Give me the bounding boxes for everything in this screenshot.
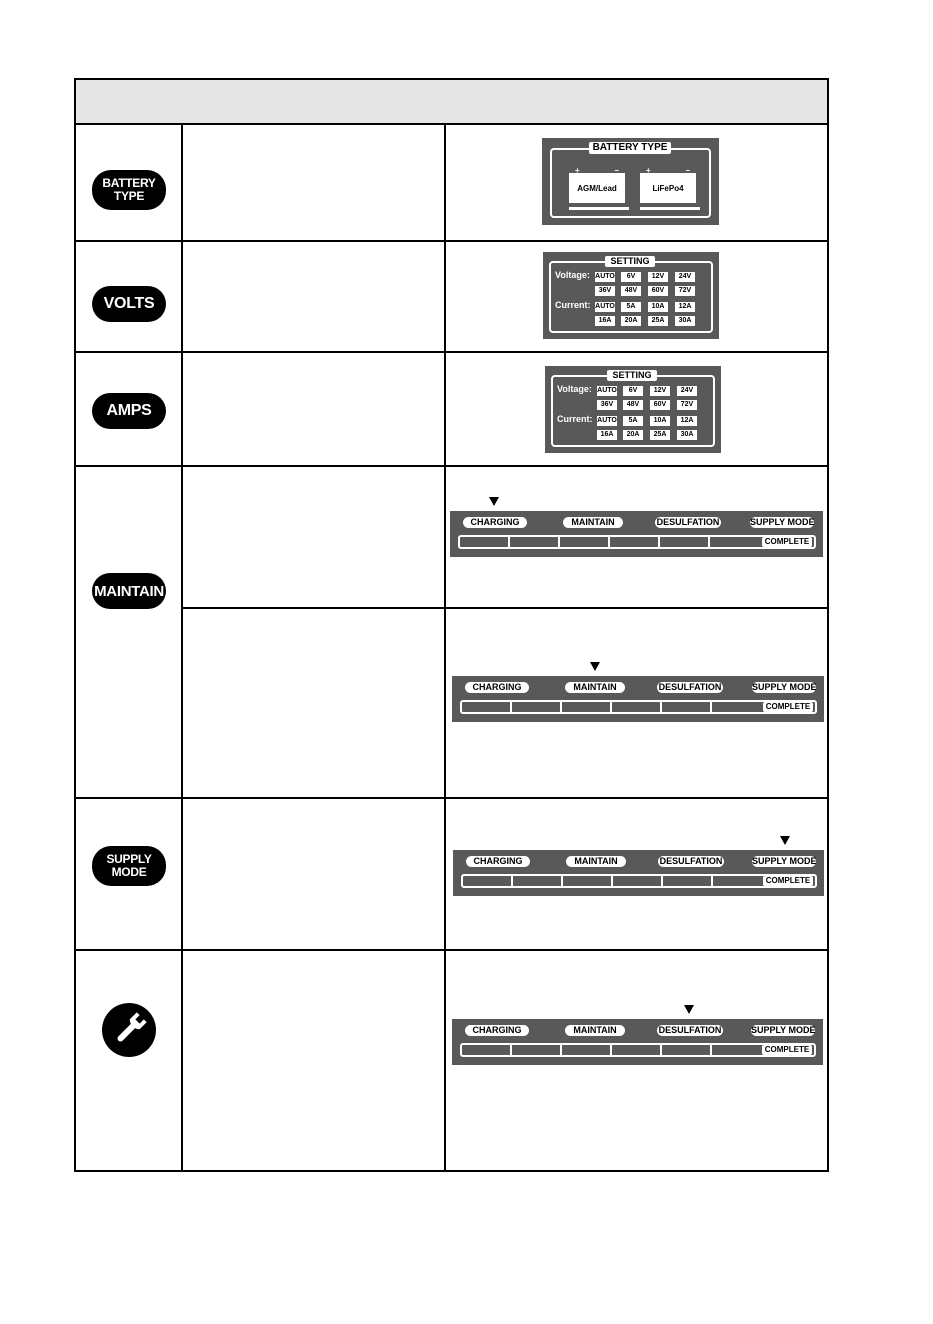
voltage-chip: 48V <box>621 286 641 296</box>
complete-label: COMPLETE <box>762 1045 812 1055</box>
voltage-chip: 60V <box>648 286 668 296</box>
battery-1-minus: − <box>614 166 619 175</box>
current-chip: 5A <box>623 416 643 426</box>
battery-type-panel <box>542 138 719 225</box>
current-chip: 10A <box>650 416 670 426</box>
current-chip: 16A <box>595 316 615 326</box>
track-segment-divider <box>711 876 713 886</box>
voltage-label-volts: Voltage: <box>555 270 590 280</box>
voltage-chip: 24V <box>677 386 697 396</box>
triangle-down-icon <box>489 497 499 506</box>
mode-pill-desulfation: DESULFATION <box>658 682 722 692</box>
setting-panel-amps <box>545 366 721 453</box>
voltage-chip: 36V <box>595 286 615 296</box>
current-chip: 20A <box>623 430 643 440</box>
voltage-chip: 72V <box>675 286 695 296</box>
supply-mode-label-2: MODE <box>111 865 147 879</box>
battery-type-label-2: TYPE <box>113 189 145 203</box>
track-segment-divider <box>508 537 510 547</box>
setting-title-volts: SETTING <box>605 256 655 267</box>
voltage-chip: AUTO <box>597 387 617 394</box>
mode-pill-supply-mode: SUPPLY MODE <box>752 856 817 866</box>
battery-type-label-1: BATTERY <box>102 176 156 190</box>
track-segment-divider <box>661 876 663 886</box>
mode-pill-charging: CHARGING <box>465 682 529 693</box>
voltage-chip: 6V <box>623 386 643 396</box>
battery-1-label: AGM/Lead <box>569 173 625 203</box>
table-header-band <box>76 80 827 125</box>
battery-1-underline <box>569 207 629 210</box>
row-divider-3 <box>76 465 827 467</box>
battery-2-minus: − <box>685 166 690 175</box>
mode-pill-supply-mode: SUPPLY MODE <box>752 682 817 692</box>
column-divider-1 <box>181 125 183 1170</box>
track-segment-divider <box>510 1045 512 1055</box>
current-label-volts: Current: <box>555 300 591 310</box>
complete-label: COMPLETE <box>762 537 812 547</box>
mode-pill-supply-mode: SUPPLY MODE <box>751 1025 816 1035</box>
battery-1-plus: + <box>575 166 580 175</box>
mode-pill-desulfation: DESULFATION <box>658 1025 722 1035</box>
voltage-chip: 12V <box>648 272 668 282</box>
mode-pill-maintain: MAINTAIN <box>566 856 626 867</box>
mode-pill-maintain: MAINTAIN <box>565 1025 625 1036</box>
mode-pill-maintain: MAINTAIN <box>563 517 623 528</box>
mode-pill-maintain: MAINTAIN <box>565 682 625 693</box>
current-chip: 25A <box>648 316 668 326</box>
track-segment-divider <box>510 702 512 712</box>
repair-button[interactable] <box>102 1003 156 1057</box>
volts-button[interactable] <box>93 287 165 321</box>
track-segment-divider <box>710 702 712 712</box>
row-divider-5 <box>76 797 827 799</box>
mode-pill-desulfation: DESULFATION <box>656 517 720 527</box>
wrench-icon <box>102 1003 156 1057</box>
voltage-chip: 60V <box>650 400 670 410</box>
current-chip: 5A <box>621 302 641 312</box>
voltage-chip: 6V <box>621 272 641 282</box>
battery-type-button[interactable] <box>93 171 165 209</box>
track-segment-divider <box>660 1045 662 1055</box>
mode-bar-supply-mode <box>453 850 824 896</box>
track-segment-divider <box>608 537 610 547</box>
track-segment-divider <box>658 537 660 547</box>
voltage-chip: 36V <box>597 400 617 410</box>
voltage-chip: 72V <box>677 400 697 410</box>
voltage-chip: AUTO <box>595 273 615 280</box>
track-segment-divider <box>558 537 560 547</box>
supply-mode-label-1: SUPPLY <box>106 852 152 866</box>
amps-button[interactable] <box>93 394 165 428</box>
complete-label: COMPLETE <box>763 702 813 712</box>
track-segment-divider <box>610 1045 612 1055</box>
voltage-chip: 12V <box>650 386 670 396</box>
row-divider-1 <box>76 240 827 242</box>
battery-lifepo4 <box>640 167 700 210</box>
track-segment-divider <box>611 876 613 886</box>
mode-pill-supply-mode: SUPPLY MODE <box>750 517 815 527</box>
track-segment-divider <box>511 876 513 886</box>
battery-type-title: BATTERY TYPE <box>589 142 671 154</box>
track-segment-divider <box>560 702 562 712</box>
row-divider-6 <box>76 949 827 951</box>
supply-mode-button[interactable] <box>93 847 165 885</box>
maintain-label: MAINTAIN <box>94 582 164 600</box>
voltage-chip: 48V <box>623 400 643 410</box>
battery-2-label: LiFePo4 <box>640 173 696 203</box>
track-segment-divider <box>560 1045 562 1055</box>
battery-agm-lead <box>569 167 629 210</box>
track-segment-divider <box>561 876 563 886</box>
mode-pill-charging: CHARGING <box>465 1025 529 1036</box>
current-chip: AUTO <box>595 303 615 310</box>
maintain-button[interactable] <box>93 574 165 608</box>
current-chip: 10A <box>648 302 668 312</box>
current-chip: 30A <box>675 316 695 326</box>
triangle-down-icon <box>684 1005 694 1014</box>
setting-panel-volts <box>543 252 719 339</box>
mode-bar-maintain-b <box>452 676 824 722</box>
current-label-amps: Current: <box>557 414 593 424</box>
current-chip: 25A <box>650 430 670 440</box>
triangle-down-icon <box>780 836 790 845</box>
current-chip: 30A <box>677 430 697 440</box>
function-table <box>74 78 829 1172</box>
triangle-down-icon <box>590 662 600 671</box>
voltage-chip: 24V <box>675 272 695 282</box>
current-chip: 16A <box>597 430 617 440</box>
track-segment-divider <box>660 702 662 712</box>
mode-pill-desulfation: DESULFATION <box>659 856 723 866</box>
amps-label: AMPS <box>106 402 152 419</box>
column-divider-2 <box>444 125 446 1170</box>
voltage-label-amps: Voltage: <box>557 384 592 394</box>
volts-label: VOLTS <box>103 295 155 312</box>
mode-bar-repair <box>452 1019 823 1065</box>
complete-label: COMPLETE <box>763 876 813 886</box>
row-divider-2 <box>76 351 827 353</box>
setting-title-amps: SETTING <box>607 370 657 381</box>
mode-pill-charging: CHARGING <box>466 856 530 867</box>
track-segment-divider <box>610 702 612 712</box>
track-segment-divider <box>710 1045 712 1055</box>
battery-2-plus: + <box>646 166 651 175</box>
current-chip: 20A <box>621 316 641 326</box>
current-chip: 12A <box>675 302 695 312</box>
mode-pill-charging: CHARGING <box>463 517 527 528</box>
current-chip: 12A <box>677 416 697 426</box>
mode-bar-maintain-a <box>450 511 823 557</box>
row-divider-4 <box>183 607 827 609</box>
track-segment-divider <box>708 537 710 547</box>
current-chip: AUTO <box>597 417 617 424</box>
battery-2-underline <box>640 207 700 210</box>
